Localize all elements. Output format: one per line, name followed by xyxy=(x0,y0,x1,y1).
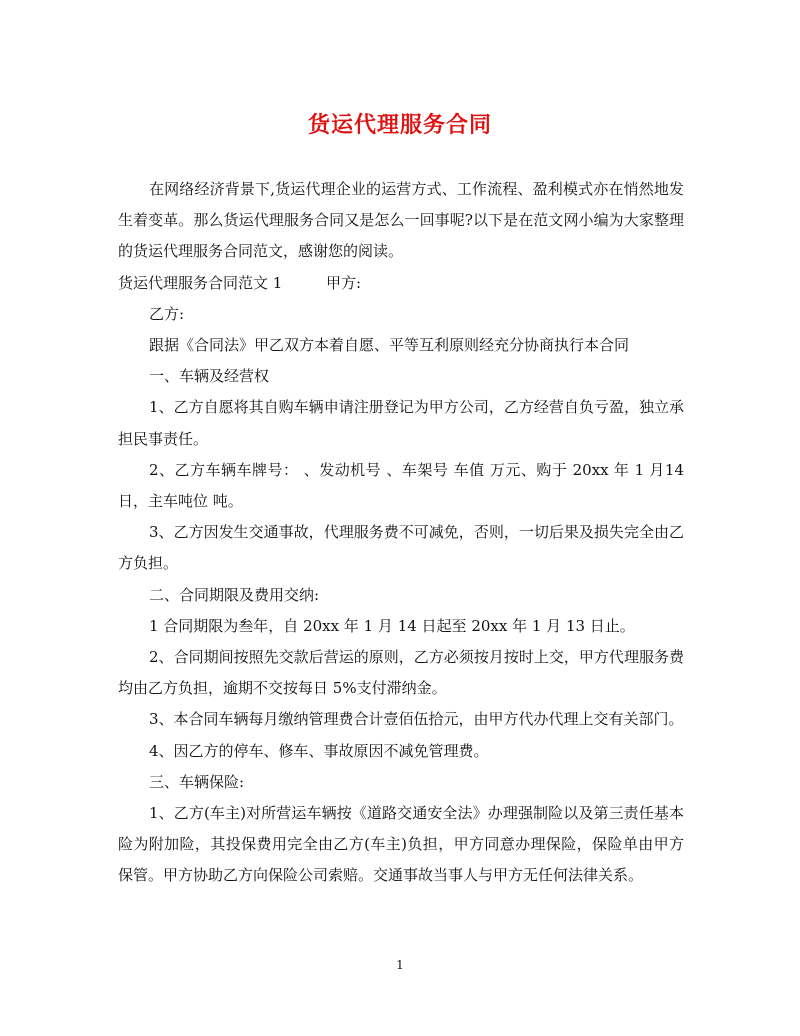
party-a-label: 甲方: xyxy=(326,273,362,292)
sample-label: 货运代理服务合同范文 1 xyxy=(118,273,283,292)
section-1-item-3: 3、乙方因发生交通事故，代理服务费不可减免，否则，一切后果及损失完全由乙方负担。 xyxy=(118,523,684,573)
document-body xyxy=(118,174,684,892)
party-b-label: 乙方: xyxy=(149,304,185,323)
intro-paragraph: 在网络经济背景下,货运代理企业的运营方式、工作流程、盈利模式亦在悄然地发生着变革。那么货运代理服务合同又是怎么一回事呢?以下是在范文网小编为大家整理的货运代理服务合同范文，感谢您的阅读。 xyxy=(118,180,684,261)
section-3-heading: 三、车辆保险: xyxy=(149,772,245,791)
section-2-item-3: 3、本合同车辆每月缴纳管理费合计壹佰伍拾元，由甲方代办代理上交有关部门。 xyxy=(149,710,684,729)
section-1-item-1: 1、乙方自愿将其自购车辆申请注册登记为甲方公司，乙方经营自负亏盈，独立承担民事责任。 xyxy=(118,398,684,448)
page-number: 1 xyxy=(396,958,404,972)
document-title: 货运代理服务合同 xyxy=(307,113,492,138)
section-1-item-2: 2、乙方车辆车牌号： 、发动机号 、车架号 车值 万元、购于 20xx 年 1 月14 日，主车吨位 吨。 xyxy=(118,460,684,511)
section-1-heading: 一、车辆及经营权 xyxy=(149,367,270,386)
section-2-item-1: 1 合同期限为叁年，自 20xx 年 1 月 14 日起至 20xx 年 1 月 13 日止。 xyxy=(149,616,635,635)
section-2-item-2: 2、合同期间按照先交款后营运的原则，乙方必须按月按时上交，甲方代理服务费均由乙方负担，逾期不交按每日 5%支付滞纳金。 xyxy=(118,648,684,698)
section-2-heading: 二、合同期限及费用交纳: xyxy=(149,585,320,604)
sample-party-a-line xyxy=(118,268,684,299)
preamble-paragraph: 跟据《合同法》甲乙双方本着自愿、平等互利原则经充分协商执行本合同 xyxy=(149,336,630,355)
section-2-item-4: 4、因乙方的停车、修车、事故原因不减免管理费。 xyxy=(149,741,489,760)
section-3-item-1: 1、乙方(车主)对所营运车辆按《道路交通安全法》办理强制险以及第三责任基本险为附加险，其投保费用完全由乙方(车主)负担，甲方同意办理保险，保险单由甲方保管。甲方协助乙方向保险公司索赔。交通事故当事人与甲方无任何法律关系。 xyxy=(118,804,684,885)
